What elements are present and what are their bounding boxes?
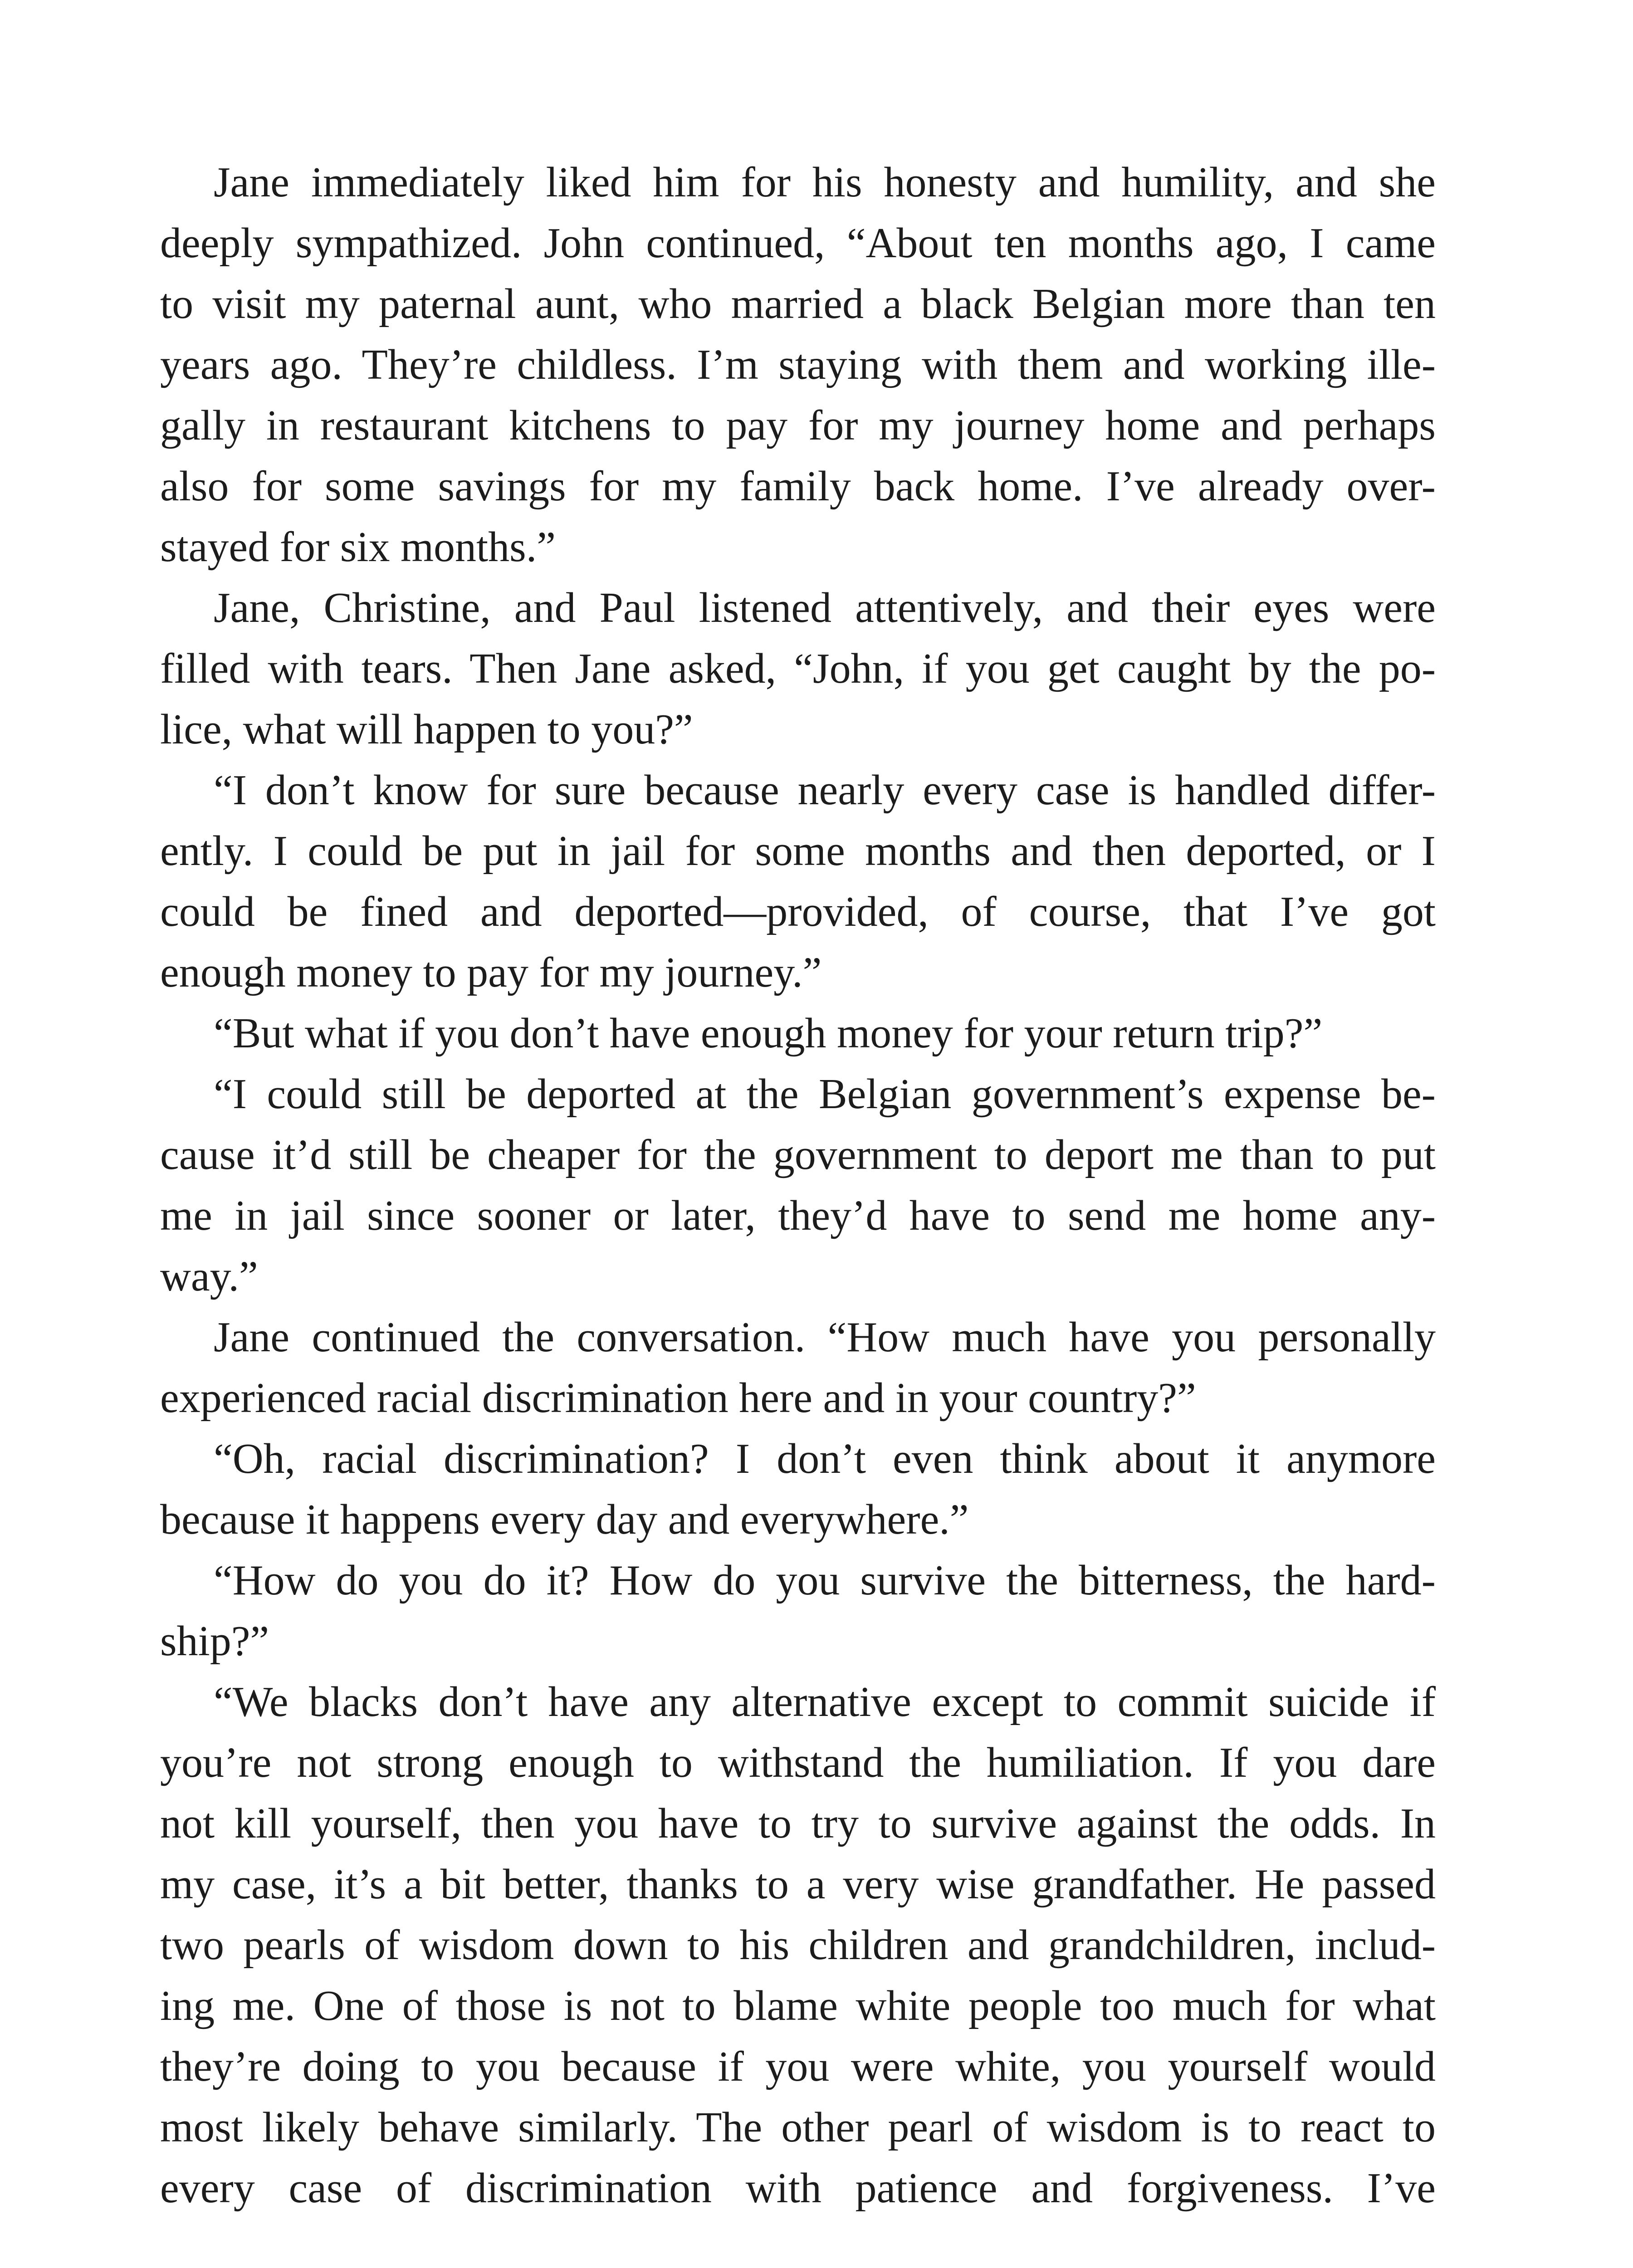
text-line: Jane continued the conversation. “How much have you personally — [214, 1314, 1436, 1361]
text-line: enough money to pay for my journey.” — [160, 949, 822, 996]
text-line: years ago. They’re childless. I’m staying with them and working ille- — [160, 341, 1436, 388]
text-line: Jane, Christine, and Paul listened attentively, and their eyes were — [214, 584, 1436, 631]
text-line: to visit my paternal aunt, who married a black Belgian more than ten — [160, 280, 1436, 327]
text-line: most likely behave similarly. The other pearl of wisdom is to react to — [160, 2104, 1436, 2151]
text-line: you’re not strong enough to withstand the humiliation. If you dare — [160, 1739, 1436, 1786]
text-line: way.” — [160, 1253, 258, 1300]
text-line: “I don’t know for sure because nearly every case is handled differ- — [214, 767, 1436, 814]
text-line: because it happens every day and everywhere.” — [160, 1496, 969, 1543]
text-line: two pearls of wisdom down to his children and grandchildren, includ- — [160, 1921, 1436, 1969]
body-text — [160, 152, 1436, 2219]
text-line: ship?” — [160, 1618, 269, 1665]
text-line: stayed for six months.” — [160, 523, 556, 571]
text-line: not kill yourself, then you have to try to survive against the odds. In — [160, 1800, 1436, 1847]
text-line: they’re doing to you because if you were white, you yourself would — [160, 2043, 1436, 2090]
text-line: “I could still be deported at the Belgian government’s expense be- — [214, 1070, 1436, 1118]
text-line: deeply sympathized. John continued, “About ten months ago, I came — [160, 220, 1436, 267]
text-line: lice, what will happen to you?” — [160, 706, 693, 753]
text-line: “But what if you don’t have enough money for your return trip?” — [214, 1010, 1323, 1057]
text-line: “How do you do it? How do you survive the bitterness, the hard- — [214, 1557, 1436, 1604]
text-line: also for some savings for my family back home. I’ve already over- — [160, 463, 1436, 510]
text-line: gally in restaurant kitchens to pay for my journey home and perhaps — [160, 402, 1436, 449]
text-line: filled with tears. Then Jane asked, “John, if you get caught by the po- — [160, 645, 1436, 692]
text-line: every case of discrimination with patience and forgiveness. I’ve — [160, 2165, 1436, 2212]
text-line: my case, it’s a bit better, thanks to a very wise grandfather. He passed — [160, 1861, 1436, 1908]
text-line: “We blacks don’t have any alternative except to commit suicide if — [214, 1678, 1436, 1725]
text-line: could be fined and deported—provided, of course, that I’ve got — [160, 888, 1436, 935]
text-line: cause it’d still be cheaper for the government to deport me than to put — [160, 1131, 1436, 1178]
text-line: me in jail since sooner or later, they’d have to send me home any- — [160, 1192, 1436, 1239]
text-line: ing me. One of those is not to blame white people too much for what — [160, 1982, 1436, 2029]
text-line: experienced racial discrimination here and in your country?” — [160, 1374, 1196, 1422]
text-line: ently. I could be put in jail for some months and then deported, or I — [160, 827, 1436, 875]
text-line: “Oh, racial discrimination? I don’t even think about it anymore — [214, 1435, 1436, 1482]
text-line: Jane immediately liked him for his honesty and humility, and she — [214, 159, 1436, 206]
